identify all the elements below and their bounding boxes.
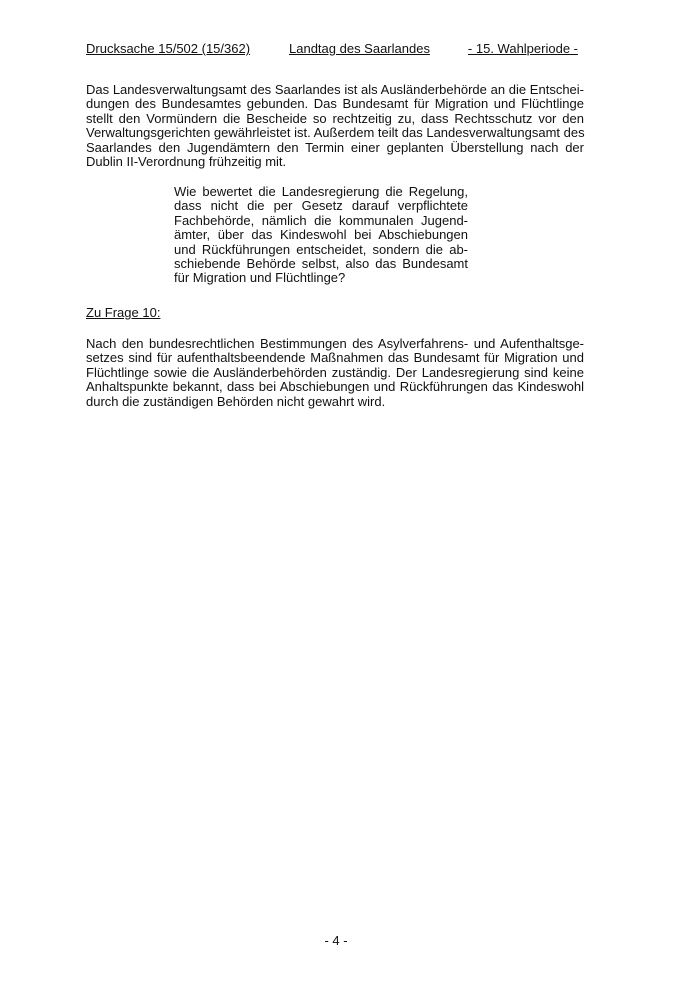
answer-heading: Zu Frage 10: <box>86 305 161 320</box>
intro-paragraph <box>86 83 584 169</box>
text-line: für Migration und Flüchtlinge? <box>174 270 346 286</box>
text-line: dass nicht die per Gesetz darauf verpflichtete <box>174 198 468 214</box>
header-legislative-period: - 15. Wahlperiode - <box>467 41 578 56</box>
text-line: Fachbehörde, nämlich die kommunalen Jugend- <box>174 212 468 228</box>
text-line: Wie bewertet die Landesregierung die Regelung, <box>174 184 468 199</box>
text-line: schiebende Behörde selbst, also das Bundesamt <box>174 256 468 272</box>
text-line: stellt den Vormündern die Bescheide so rechtzeitig zu, dass Rechtsschutz vor den <box>86 110 584 126</box>
text-line: dungen des Bundesamtes gebunden. Das Bundesamt für Migration und Flüchtlinge <box>86 96 584 112</box>
answer-paragraph <box>86 337 584 409</box>
text-line: setzes sind für aufenthaltsbeendende Maßnahmen das Bundesamt für Migration und <box>86 350 584 366</box>
header-parliament-name: Landtag des Saarlandes <box>289 41 430 56</box>
text-line: ämter, über das Kindeswohl bei Abschiebungen <box>174 227 468 243</box>
header-document-number: Drucksache 15/502 (15/362) <box>86 41 251 56</box>
text-line: Verwaltungsgerichten gewährleistet ist. Außerdem teilt das Landesverwaltungsamt des <box>86 125 585 141</box>
text-line: Flüchtlinge sowie die Ausländerbehörden zuständig. Der Landesregierung sind keine <box>86 364 584 380</box>
text-line: Nach den bundesrechtlichen Bestimmungen des Asylverfahrens- und Aufenthaltsge- <box>86 336 584 351</box>
text-line: Das Landesverwaltungsamt des Saarlandes ist als Ausländerbehörde an die Entschei- <box>86 82 584 97</box>
text-line: durch die zuständigen Behörden nicht gewahrt wird. <box>86 393 386 409</box>
question-block <box>174 185 468 286</box>
text-line: Anhaltspunkte bekannt, dass bei Abschiebungen und Rückführungen das Kindeswohl <box>86 379 584 395</box>
page-number: - 4 - <box>324 933 348 948</box>
text-line: Saarlandes den Jugendämtern den Termin einer geplanten Überstellung nach der <box>86 139 584 155</box>
page-header <box>86 40 578 58</box>
text-line: Dublin II-Verordnung frühzeitig mit. <box>86 154 287 170</box>
text-line: und Rückführungen entscheidet, sondern die ab- <box>174 241 468 257</box>
